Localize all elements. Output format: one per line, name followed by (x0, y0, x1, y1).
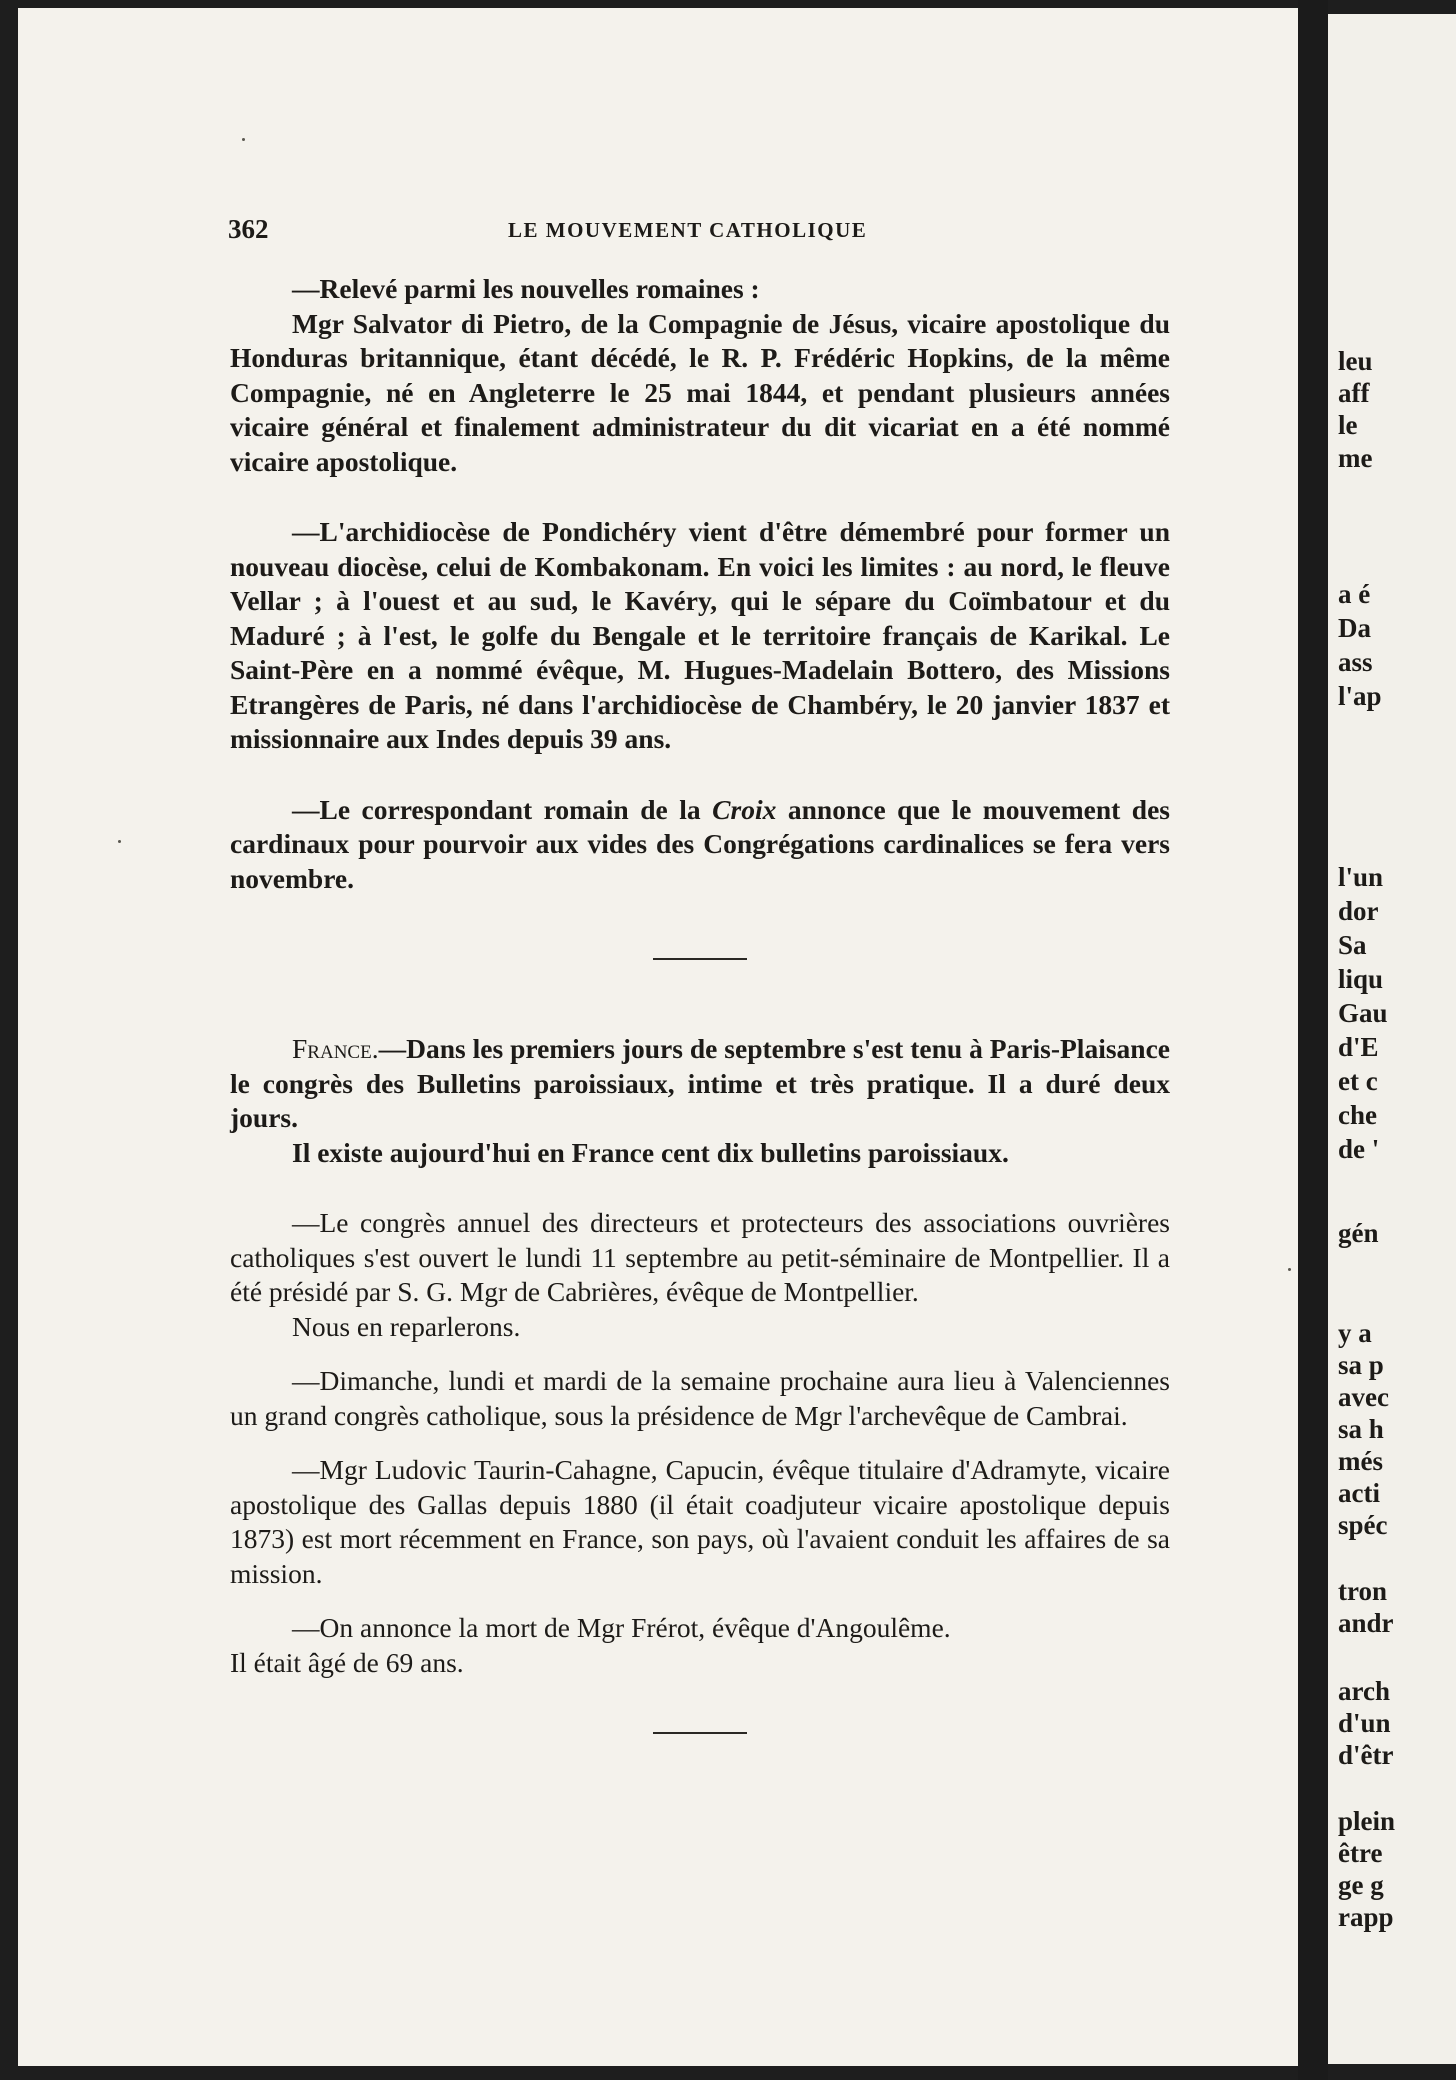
fragment: tron (1338, 1576, 1388, 1606)
france-heading: France. (292, 1033, 379, 1064)
paragraph-croix (230, 793, 1170, 897)
fragment: a é (1338, 579, 1371, 609)
fragment: spéc (1338, 1510, 1388, 1540)
fragment: et c (1338, 1066, 1378, 1096)
croix-before: —Le correspondant romain de la (292, 793, 713, 825)
fragment: gén (1338, 1218, 1379, 1248)
fragment: me (1338, 443, 1373, 473)
fragment: d'E (1338, 1032, 1379, 1062)
paragraph-valenciennes: —Dimanche, lundi et mardi de la semaine prochaine aura lieu à Valenciennes un grand congrès catholique, sous la présidence de Mgr l'archevêque de Cambrai. (230, 1365, 1170, 1431)
fragment: sa h (1338, 1414, 1384, 1444)
fragment: leu (1338, 346, 1373, 376)
fragment: y a (1338, 1318, 1372, 1348)
fragment: Da (1338, 613, 1371, 643)
fragment: sa p (1338, 1350, 1384, 1380)
page-number: 362 (228, 214, 269, 244)
france-text: —Dans les premiers jours de septembre s'est tenu à Paris-Plaisance le congrès des Bulletins paroissiaux, intime et très pratique. Il a duré deux jours. (230, 1033, 1170, 1133)
journal-title: LE MOUVEMENT CATHOLIQUE (508, 218, 868, 242)
fragment: l'ap (1338, 681, 1382, 711)
fragment: être (1338, 1838, 1383, 1868)
fragment: rapp (1338, 1902, 1394, 1932)
dust-speck (118, 840, 121, 843)
end-separator (653, 1732, 747, 1734)
croix-after: annonce que le mouvement des cardinaux pour pourvoir aux vides des Congrégations cardinalices se fera vers novembre. (230, 793, 1170, 894)
dust-speck (1288, 1268, 1291, 1271)
fragment: le (1338, 410, 1358, 440)
paragraph-age: Il était âgé de 69 ans. (230, 1646, 464, 1678)
paragraph-hopkins: Mgr Salvator di Pietro, de la Compagnie de Jésus, vicaire apostolique du Honduras britannique, étant décédé, le R. P. Frédéric Hopkins, de la même Compagnie, né en Angleterre le 25 mai 1844, et pendant plusieurs années vicaire général et finalement administrateur du dit vicariat en a été nommé vicaire apostolique. (230, 307, 1170, 477)
paragraph-taurin-cahagne: —Mgr Ludovic Taurin-Cahagne, Capucin, évêque titulaire d'Adramyte, vicaire apostolique des Gallas depuis 1880 (il était coadjuteur vicaire apostolique depuis 1873) est mort récemment en France, son pays, où l'avaient conduit les affaires de sa mission. (230, 1454, 1170, 1589)
fragment: ass (1338, 647, 1373, 677)
fragment: acti (1338, 1478, 1380, 1508)
article-body (230, 272, 1170, 1734)
section-separator (653, 958, 747, 960)
fragment: dor (1338, 896, 1379, 926)
fragment: che (1338, 1100, 1377, 1130)
fragment: de ' (1338, 1134, 1380, 1164)
running-head (228, 214, 1078, 250)
fragment: aff (1338, 378, 1370, 408)
fragment: plein (1338, 1806, 1396, 1836)
fragment: ge g (1338, 1870, 1384, 1900)
paragraph-congres-montpellier: —Le congrès annuel des directeurs et protecteurs des associations ouvrières catholiques s'est ouvert le lundi 11 septembre au petit-séminaire de Montpellier. Il a été présidé par S. G. Mgr de Cabrières, évêque de Montpellier. (230, 1207, 1170, 1307)
fragment: arch (1338, 1676, 1390, 1706)
fragment: d'un (1338, 1708, 1391, 1738)
fragment: liqu (1338, 964, 1384, 994)
paragraph-reparlerons: Nous en reparlerons. (292, 1310, 521, 1342)
croix-title: Croix (712, 793, 777, 825)
paragraph-bulletins: Il existe aujourd'hui en France cent dix bulletins paroissiaux. (292, 1136, 1009, 1168)
fragment: d'êtr (1338, 1740, 1394, 1770)
fragment: Sa (1338, 930, 1367, 960)
right-page-edge (1328, 14, 1456, 2064)
paragraph-france (230, 1032, 1170, 1136)
paragraph-pondichery: —L'archidiocèse de Pondichéry vient d'être démembré pour former un nouveau diocèse, celui de Kombakonam. En voici les limites : au nord, le fleuve Vellar ; à l'ouest et au sud, le Kavéry, qui le sépare du Coïmbatour et du Maduré ; à l'est, le golfe du Bengale et le territoire français de Karikal. Le Saint-Père en a nommé évêque, M. Hugues-Madelain Bottero, des Missions Etrangères de Paris, né dans l'archidiocèse de Chambéry, le 20 janvier 1837 et missionnaire aux Indes depuis 39 ans. (230, 516, 1170, 754)
fragment: avec (1338, 1382, 1389, 1412)
fragment: l'un (1338, 862, 1384, 892)
dust-speck (242, 138, 245, 141)
paragraph-frerot: —On annonce la mort de Mgr Frérot, évêque d'Angoulême. (292, 1612, 951, 1643)
fragment: més (1338, 1446, 1383, 1476)
book-gutter (1298, 0, 1328, 2080)
fragment: andr (1338, 1608, 1394, 1638)
paragraph-intro: —Relevé parmi les nouvelles romaines : (292, 273, 760, 304)
fragment: Gau (1338, 998, 1388, 1028)
